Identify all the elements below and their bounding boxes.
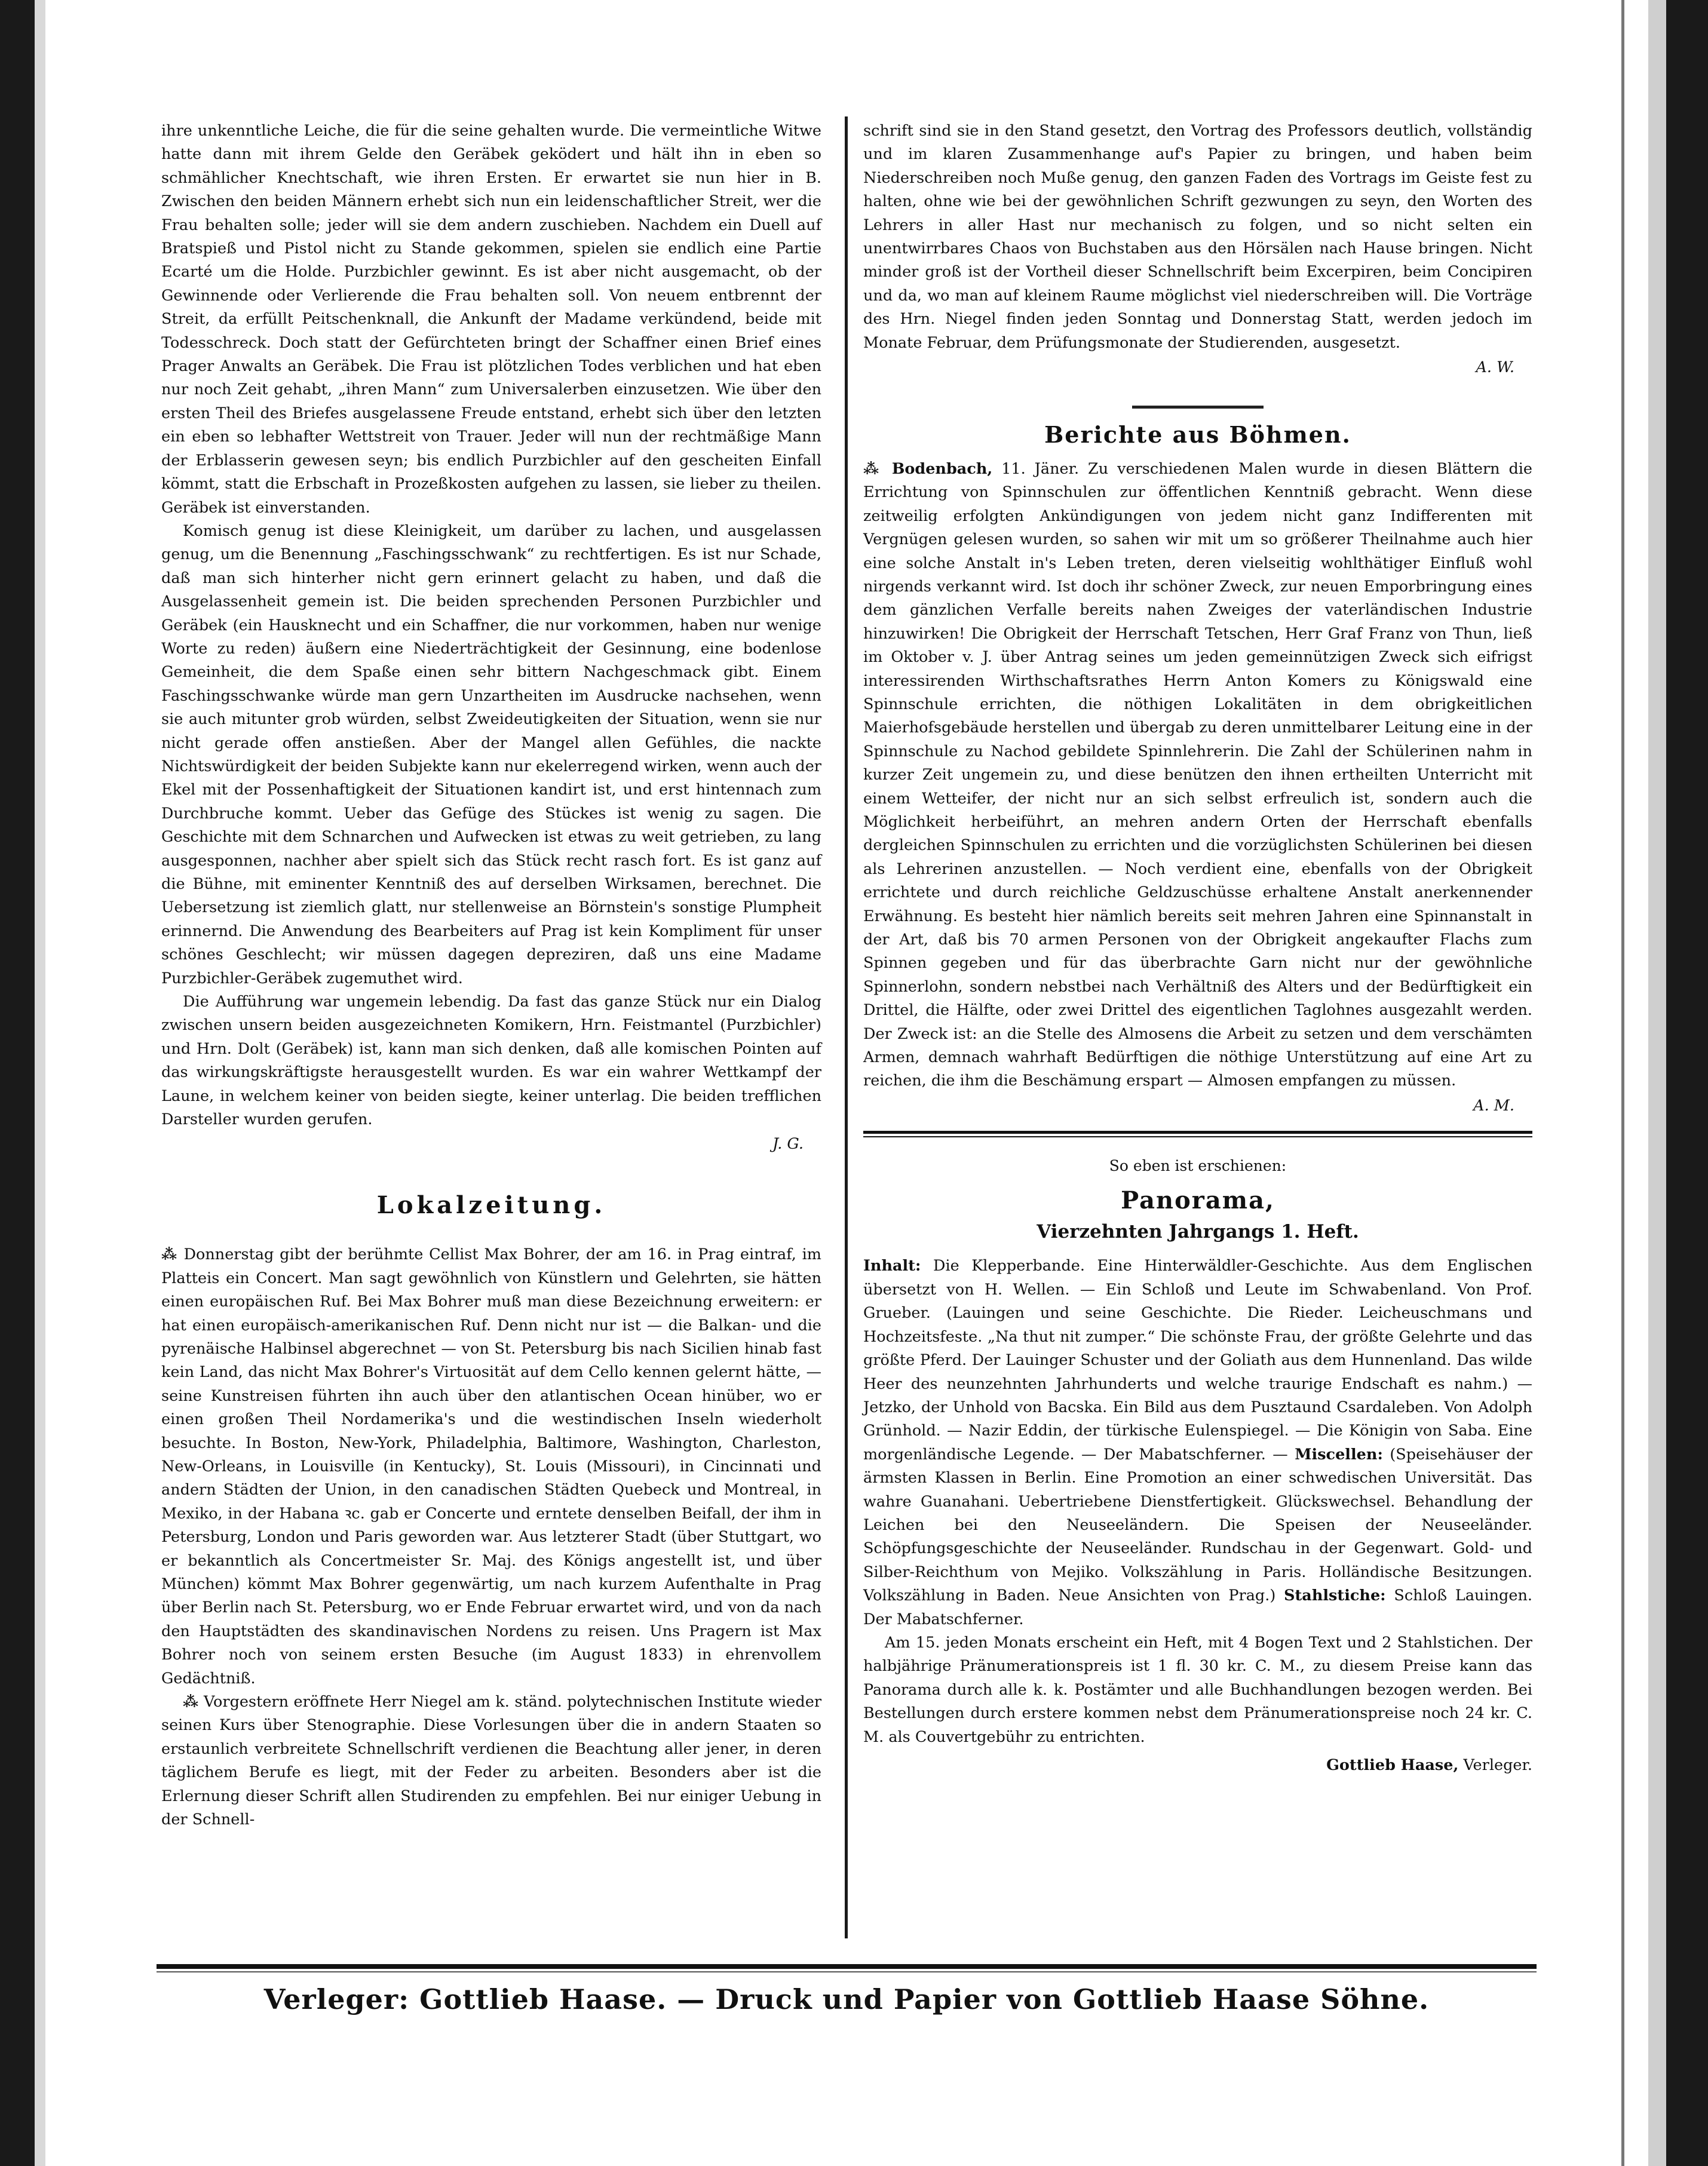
article-paragraph: Komisch genug ist diese Kleinigkeit, um darüber zu lachen, und ausgelassen genug, um die Benennung „Faschingsschwank“ zu rechtfertigen. Es ist nur Schade, daß man sich hinterher nicht gern erinnert gelacht zu haben, und daß die Ausgelassenheit gemein ist. Die beiden sprechenden Personen Purzbichler und Geräbek (ein Hausknecht und ein Schaffner, die nur vorkommen, haben nur wenige Worte zu reden) äußern eine Niederträchtigkeit der Gesinnung, eine bodenlose Gemeinheit, die dem Spaße einen sehr bittern Nachgeschmack gibt. Einem Faschingsschwanke würde man gern Unzartheiten im Ausdrucke nachsehen, wenn sie auch mitunter grob würden, selbst Zweideutigkeiten der Situation, wenn sie nur nicht gerade offen anstießen. Aber der Mangel allen Gefühles, die nackte Nichtswürdigkeit der beiden Subjekte kann nur ekelerregend wirken, wenn auch der Ekel mit der Possenhaftigkeit der Situationen kandirt ist, und erst hintennach zum Durchbruche kommt. Ueber das Gefüge des Stückes ist wenig zu sagen. Die Geschichte mit dem Schnarchen und Aufwecken ist etwas zu weit getrieben, zu lang ausgesponnen, nachher aber spielt sich das Stück recht rasch fort. Es ist ganz auf die Bühne, mit eminenter Kenntniß des auf derselben Wirksamen, berechnet. Die Uebersetzung ist ziemlich glatt, nur stellenweise an Börnstein's sonstige Plumpheit erinnernd. Die Anwendung des Bearbeiters auf Prag ist kein Kompliment für unser schönes Geschlecht; wir müssen dagegen depreziren, daß uns eine Madame Purzbichler-Geräbek zugemuthet wird. <box>161 521 821 987</box>
section-rule <box>1132 406 1264 409</box>
footer-rule <box>157 1964 1537 1969</box>
article-paragraph: Die Aufführung war ungemein lebendig. Da fast das ganze Stück nur ein Dialog zwischen unsern beiden ausgezeichneten Komikern, Hrn. Feistmantel (Purzbichler) und Hrn. Dolt (Geräbek) ist, kann man sich denken, daß alle komischen Pointen auf das wirkungskräftigste herausgestellt wurden. Es war ein wahrer Wettkampf der Laune, in welchem keiner von beiden siegte, keiner unterlag. Die beiden trefflichen Darsteller wurden gerufen. <box>161 993 821 1129</box>
bohmen-paragraph <box>863 458 1532 1093</box>
scan-border-right-inner <box>1648 0 1666 2166</box>
publisher-role: Verleger. <box>1463 1756 1532 1774</box>
bohmen-heading: Berichte aus Böhmen. <box>1044 421 1351 449</box>
section-marker-icon: ⁂ <box>161 1245 178 1264</box>
ad-stahlstiche-text: Schloß Lauingen. Der Mabatschferner. <box>863 1587 1532 1628</box>
ad-terms: Am 15. jeden Monats erscheint ein Heft, mit 4 Bogen Text und 2 Stahlstichen. Der halbjährige Pränumerationspreis ist 1 fl. 30 kr. C. M., zu diesem Preise kann das Panorama durch alle k. k. Postämter und alle Buchhandlungen bezogen werden. Bei Bestellungen durch erstere kommen nebst dem Pränumerationspreise noch 24 kr. C. M. als Couvertgebühr zu entrichten. <box>863 1633 1532 1746</box>
continuation-paragraph: schrift sind sie in den Stand gesetzt, den Vortrag des Professors deutlich, vollständig und im klaren Zusammenhange auf's Papier zu bringen, und haben beim Niederschreiben noch Muße genug, den ganzen Faden des Vortrags im Geiste fest zu halten, ohne wie bei der gewöhnlichen Schrift gezwungen zu seyn, den Worten des Lehrers in aller Hast nur mechanisch zu folgen, und so nicht selten ein unentwirrbares Chaos von Buchstaben aus den Hörsälen nach Hause bringen. Nicht minder groß ist der Vortheil dieser Schnellschrift beim Excerpiren, beim Concipiren und da, wo man auf kleinem Raume möglichst viel niederschreiben will. Die Vorträge des Hrn. Niegel finden jeden Sonntag und Donnerstag Statt, werden jedoch im Monate Februar, dem Prüfungsmonate der Studierenden, ausgesetzt. <box>863 122 1532 352</box>
continuation-signature: A. W. <box>1476 358 1514 377</box>
ad-publisher <box>863 1754 1532 1777</box>
scan-border-right <box>1666 0 1708 2166</box>
ad-subtitle: Vierzehnten Jahrgangs 1. Heft. <box>1037 1221 1359 1243</box>
lokal-paragraph <box>161 1691 821 1831</box>
ad-contents <box>863 1254 1532 1631</box>
lokal-paragraph-text: Vorgestern eröffnete Herr Niegel am k. ständ. polytechnischen Institute wieder seinen Kurs über Stenographie. Diese Vorlesungen über die in andern Staaten so erstaunlich verbreitete Schnellschrift verdienen die Beachtung aller jener, in deren täglichem Berufe es liegt, mit der Feder zu arbeiten. Besonders aber ist die Erlernung dieser Schrift allen Studirenden zu empfehlen. Bei nur einiger Uebung in der Schnell- <box>161 1693 822 1829</box>
footer-imprint: Verleger: Gottlieb Haase. — Druck und Papier von Gottlieb Haase Söhne. <box>263 1983 1430 2015</box>
footer-rule-thin <box>157 1971 1537 1972</box>
dateline: Bodenbach, <box>891 459 993 478</box>
ad-contents-text: Die Klepperbande. Eine Hinterwäldler-Geschichte. Aus dem Englischen übersetzt von H. Wellen. — Ein Schloß und Leute im Schwabenland. Von Prof. Grueber. (Lauingen und seine Geschichte. Die Rieder. Leicheuschmans und Hochzeitsfeste. „Na thut nit zumper.“ Die schönste Frau, der größte Gelehrte und das größte Pferd. Der Lauinger Schuster und der Goliath aus dem Hunnenland. Das wilde Heer des neunzehnten Jahrhunderts und welche traurige Endschaft es nahm.) — Jetzko, der Unhold von Bacska. Ein Bild aus dem Pusztaund Csardaleben. Von Adolph Grünhold. — Nazir Eddin, der türkische Eulenspiegel. — Die Königin von Saba. Eine morgenländische Legende. — Der Mabatschferner. — <box>863 1257 1533 1464</box>
left-column <box>161 119 821 1831</box>
ad-miscellen-label: Miscellen: <box>1295 1445 1383 1464</box>
publisher-name: Gottlieb Haase, <box>1326 1756 1459 1774</box>
lokalzeitung-heading: Lokalzeitung. <box>376 1191 606 1219</box>
bohmen-paragraph-text: Zu verschiedenen Malen wurde in diesen Blättern die Errichtung von Spinnschulen zur öffentlichen Kenntniß gebracht. Wenn diese zeitweilig erfolgten Ankündigungen von jedem nicht ganz Indifferenten mit Vergnügen gelesen wurden, so sahen wir mit um so größerer Theilnahme auch hier eine solche Anstalt in's Leben treten, deren vielseitig wohlthätiger Einfluß wohl nirgends verkannt wird. Ist doch ihr schöner Zweck, zur neuen Emporbringung eines dem gänzlichen Verfalle bereits nahen Zweiges der vaterländischen Industrie hinzuwirken! Die Obrigkeit der Herrschaft Tetschen, Herr Graf Franz von Thun, ließ im Oktober v. J. über Antrag seines um jeden gemeinnützigen Zweck sich eifrigst interessirenden Wirthschaftsrathes Herrn Anton Komers zu Königswald eine Spinnschule errichten, die nöthigen Lokalitäten in dem obrigkeitlichen Maierhofsgebäude herstellen und übergab zu deren unmittelbarer Leitung eine in der Spinnschule zu Nachod gebildete Spinnlehrerin. Die Zahl der Schülerinen nahm in kurzer Zeit ungemein zu, und diese benützen den ihnen ertheilten Unterricht mit einem Wetteifer, der nicht nur an sich selbst erfreulich ist, sondern auch die Möglichkeit herbeiführt, an mehren andern Orten der Herrschaft ebenfalls dergleichen Spinnschulen zu errichten und die vorzüglichsten Schülerinen bei diesen als Lehrerinen anzustellen. — Noch verdient eine, ebenfalls von der Obrigkeit errichtete und durch reichliche Geldzuschüsse erhaltene Anstalt anerkennender Erwähnung. Es besteht hier nämlich bereits seit mehren Jahren eine Spinnanstalt in der Art, daß bis 70 armen Personen von der Obrigkeit angekaufter Flachs zum Spinnen gegeben und für das überbrachte Garn nicht nur der gewöhnliche Spinnerlohn, sondern nebstbei nach Verhältniß des Alters und der Bedürftigkeit ein Drittel, die Hälfte, oder zwei Drittel des eigentlichen Taglohnes ausgezahlt werden. Der Zweck ist: an die Stelle des Almosens die Arbeit zu setzen und dem verschämten Armen, demnach wahrhaft Bedürftigen die nöthige Unterstützung auf eine Art zu reichen, die ihm die Beschämung erspart — Almosen empfangen zu müssen. <box>863 459 1533 1090</box>
ad-contents-label: Inhalt: <box>863 1257 921 1275</box>
ad-miscellen-text: (Speisehäuser der ärmsten Klassen in Berlin. Eine Promotion an einer schwedischen Universität. Das wahre Guanahani. Uebertriebene Dienstfertigkeit. Glückswechsel. Behandlung der Leichen bei den Neuseeländern. Die Speisen der Neuseeländer. Schöpfungsgeschichte der Neuseeländer. Rundschau in der Gegenwart. Gold- und Silber-Reichthum von Mejiko. Volkszählung in Paris. Holländische Besitzungen. Volkszählung in Baden. Neue Ansichten von Prag.) <box>863 1445 1533 1605</box>
column-divider <box>845 116 848 1938</box>
article-signature: J. G. <box>772 1135 804 1153</box>
lokal-paragraph <box>161 1243 821 1691</box>
scan-border-left <box>0 0 35 2166</box>
advertisement-rule <box>863 1131 1532 1137</box>
article-paragraph: ihre unkenntliche Leiche, die für die seine gehalten wurde. Die vermeintliche Witwe hatte dann mit ihrem Gelde den Geräbek geködert und hält ihn in eben so schmählicher Knechtschaft, wie ihren Ersten. Er erwartet sie nun hier in B. Zwischen den beiden Männern erhebt sich nun ein leidenschaftlicher Streit, wer die Frau behalten solle; jeder will sie dem andern zuschieben. Nachdem ein Duell auf Bratspieß und Pistol nicht zu Stande gekommen, spielen sie endlich eine Partie Ecarté um die Holde. Purzbichler gewinnt. Es ist aber nicht ausgemacht, ob der Gewinnende oder Verlierende die Frau behalten soll. Von neuem entbrennt der Streit, da erfüllt Peitschenknall, die Ankunft der Madame verkündend, beide mit Todesschreck. Doch statt der Gefürchteten bringt der Schaffner einen Brief eines Prager Anwalts an Geräbek. Die Frau ist plötzlichen Todes verblichen und hat eben nur noch Zeit gehabt, „ihren Mann“ zum Universalerben einzusetzen. Wie über den ersten Theil des Briefes ausgelassene Freude entstand, erhebt sich über den letzten ein eben so lebhafter Wettstreit von Trauer. Jeder will nun der rechtmäßige Mann der Erblasserin gewesen seyn; bis endlich Purzbichler auf den gescheiten Einfall kömmt, statt die Erbschaft in Prozeßkosten aufgehen zu lassen, sie lieber zu theilen. Geräbek ist einverstanden. <box>161 122 821 517</box>
ad-title: Panorama, <box>1121 1186 1275 1214</box>
advertisement <box>863 1154 1532 1777</box>
scan-border-right-line <box>1621 0 1624 2166</box>
ad-intro: So eben ist erschienen: <box>1109 1157 1287 1175</box>
section-marker-icon: ⁂ <box>183 1693 199 1711</box>
dateline-date: 11. Jäner. <box>1001 459 1080 478</box>
lokal-paragraph-text: Donnerstag gibt der berühmte Cellist Max Bohrer, der am 16. in Prag eintraf, im Platteis ein Concert. Man sagt gewöhnlich von Künstlern und Gelehrten, sie hätten einen europäischen Ruf. Bei Max Bohrer muß man diese Bezeichnung erweitern: er hat einen europäisch-amerikanischen Ruf. Denn nicht nur ist — die Balkan- und die pyrenäische Halbinsel abgerechnet — von St. Petersburg bis nach Sicilien hinab fast kein Land, das nicht Max Bohrer's Virtuosität auf dem Cello kennen gelernt hätte, — seine Kunstreisen führten ihn auch über den atlantischen Ocean hinüber, wo er einen großen Theil Nordamerika's und die westindischen Inseln wiederholt besuchte. In Boston, New-York, Philadelphia, Baltimore, Washington, Charleston, New-Orleans, in Louisville (in Kentucky), St. Louis (Missouri), in Cincinnati und andern Städten der Union, in den canadischen Städten Quebeck und Montreal, in Mexiko, in der Habana ꝛc. gab er Concerte und erntete denselben Beifall, der ihm in Petersburg, London und Paris geworden war. Aus letzterer Stadt (über Stuttgart, wo er bekanntlich als Concertmeister Sr. Maj. des Königs angestellt ist, und über München) kömmt Max Bohrer gegenwärtig, um nach kurzem Aufenthalte in Prag über Berlin nach St. Petersburg, wo er Ende Februar erwartet wird, und von da nach den Hauptstädten des skandinavischen Nordens zu reisen. Uns Pragern ist Max Bohrer noch von seinem ersten Besuche (im August 1833) in ehrenvollem Gedächtniß. <box>161 1245 821 1688</box>
scan-border-left-inner <box>35 0 45 2166</box>
ad-stahlstiche-label: Stahlstiche: <box>1284 1587 1386 1605</box>
section-marker-icon: ⁂ <box>863 459 883 478</box>
bohmen-signature: A. M. <box>1473 1096 1514 1115</box>
right-column <box>863 119 1532 1777</box>
